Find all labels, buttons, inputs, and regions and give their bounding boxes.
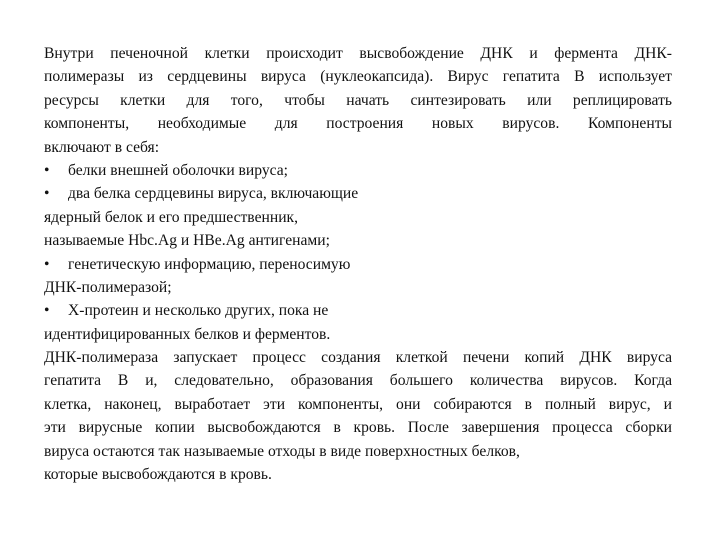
line-text: которые высвобождаются в кровь. (44, 466, 272, 484)
text-line (44, 440, 672, 463)
text-line (44, 136, 672, 159)
line-text: называемые Hbc.Ag и HBe.Ag антигенами; (44, 232, 330, 250)
text-line (44, 42, 672, 65)
bullet-line (44, 159, 672, 182)
line-text: вируса остаются так называемые отходы в виде поверхностных белков, (44, 442, 520, 460)
text-line (44, 229, 672, 252)
text-line (44, 65, 672, 88)
line-text: ядерный белок и его предшественник, (44, 208, 299, 226)
line-text: ДНК-полимераза запускает процесс создания клеткой печени копий ДНК вируса (44, 349, 672, 367)
text-line (44, 323, 672, 346)
line-text: идентифицированных белков и ферментов. (44, 325, 331, 343)
line-text: включают в себя: (44, 138, 160, 156)
bullet-marker: • (44, 302, 50, 320)
text-line (44, 89, 672, 112)
text-line (44, 206, 672, 229)
line-text: белки внешней оболочки вируса; (68, 161, 289, 179)
body-text (44, 42, 672, 486)
text-line (44, 369, 672, 392)
line-text: X-протеин и несколько других, пока не (68, 302, 329, 320)
line-text: два белка сердцевины вируса, включающие (68, 185, 359, 203)
bullet-line (44, 299, 672, 322)
bullet-marker: • (44, 161, 50, 179)
text-line (44, 276, 672, 299)
text-line (44, 112, 672, 135)
line-text: клетка, наконец, выработает эти компоненты, они собираются в полный вирус, и (44, 395, 672, 413)
line-text: эти вирусные копии высвобождаются в кровь. После завершения процесса сборки (44, 419, 672, 437)
line-text: ДНК-полимеразой; (44, 278, 172, 296)
bullet-line (44, 253, 672, 276)
line-text: Внутри печеночной клетки происходит высвобождение ДНК и фермента ДНК- (44, 45, 672, 62)
bullet-line (44, 182, 672, 205)
text-line (44, 416, 672, 439)
text-line (44, 346, 672, 369)
line-text: компоненты, необходимые для построения новых вирусов. Компоненты (44, 115, 672, 133)
text-line (44, 393, 672, 416)
bullet-marker: • (44, 255, 50, 273)
line-text: гепатита В и, следовательно, образования большего количества вирусов. Когда (44, 372, 672, 390)
line-text: ресурсы клетки для того, чтобы начать синтезировать или реплицировать (44, 91, 672, 109)
text-line (44, 463, 672, 486)
line-text: полимеразы из сердцевины вируса (нуклеокапсида). Вирус гепатита В использует (44, 68, 672, 86)
line-text: генетическую информацию, переносимую (68, 255, 351, 273)
bullet-marker: • (44, 185, 50, 203)
